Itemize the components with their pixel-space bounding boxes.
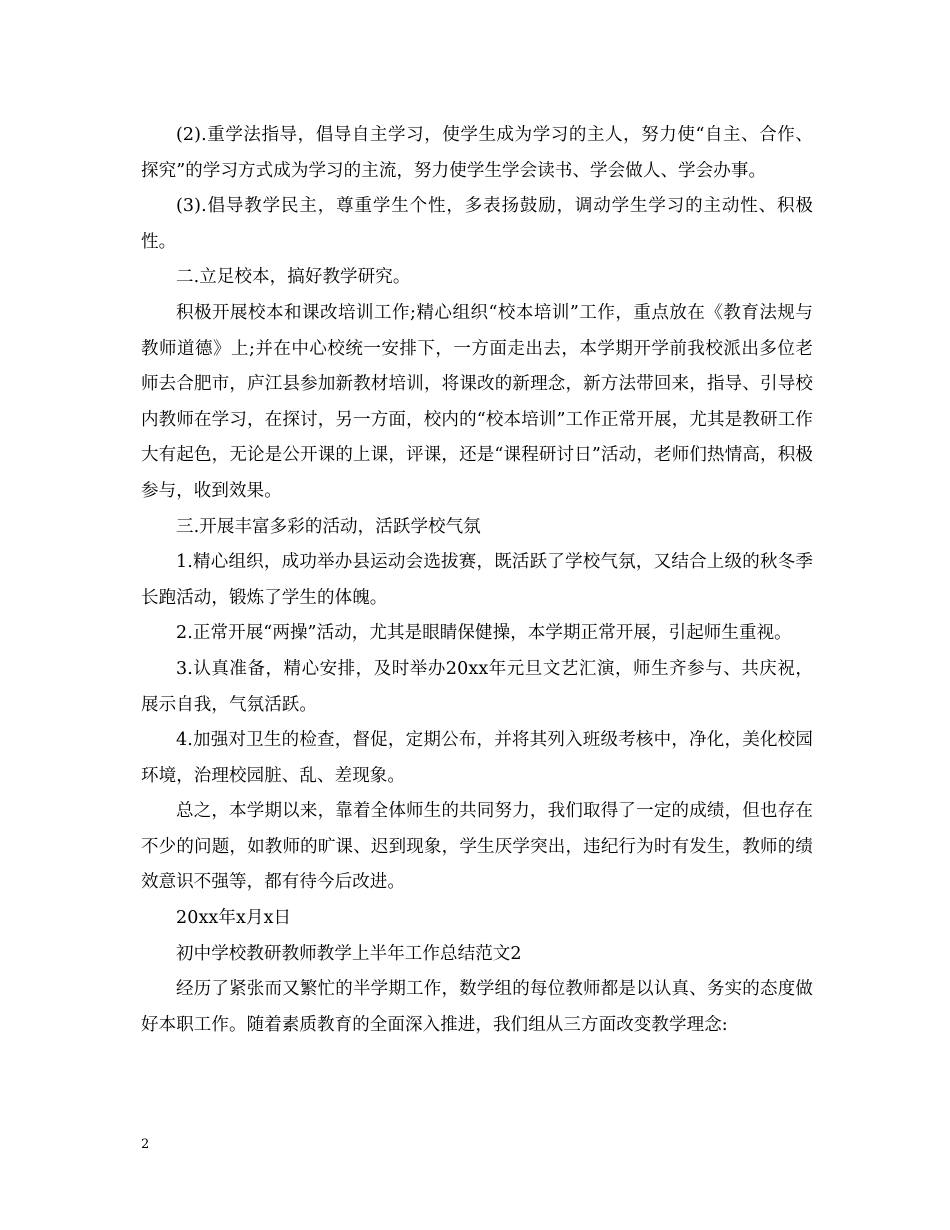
page-number: 2 (141, 1137, 150, 1152)
paragraph-math-group-intro: 经历了紧张而又繁忙的半学期工作，数学组的每位教师都是以认真、务实的态度做好本职工作。随着素质教育的全面深入推进，我们组从三方面改变教学理念: (141, 979, 813, 1035)
paragraph-study-method-guidance: (2).重学法指导，倡导自主学习，使学生成为学习的主人，努力使“自主、合作、探究”的学习方式成为学习的主流，努力使学生学会读书、学会做人、学会办事。 (141, 125, 813, 181)
section-heading-school-research: 二.立足校本，搞好教学研究。 (176, 267, 411, 288)
section-heading-activities: 三.开展丰富多彩的活动，活跃学校气氛 (176, 516, 481, 537)
document-body (141, 118, 813, 1043)
list-item-exercises: 2.正常开展“两操”活动，尤其是眼睛保健操，本学期正常开展，引起师生重视。 (176, 623, 792, 644)
list-item-sports-meet: 1.精心组织，成功举办县运动会选拔赛，既活跃了学校气氛，又结合上级的秋冬季长跑活动，锻炼了学生的体魄。 (141, 552, 813, 608)
list-item-hygiene-check: 4.加强对卫生的检查，督促，定期公布，并将其列入班级考核中，净化，美化校园环境，治理校园脏、乱、差现象。 (141, 730, 813, 786)
date-line: 20xx年x月x日 (176, 908, 292, 929)
paragraph-school-training: 积极开展校本和课改培训工作;精心组织“校本培训”工作，重点放在《教育法规与教师道德》上;并在中心校统一安排下，一方面走出去，本学期开学前我校派出多位老师去合肥市，庐江县参加新教材培训，将课改的新理念，新方法带回来，指导、引导校内教师在学习，在探讨，另一方面，校内的“校本培训”工作正常开展，尤其是教研工作大有起色，无论是公开课的上课，评课，还是“课程研讨日”活动，老师们热情高，积极参与，收到效果。 (141, 302, 813, 501)
paragraph-teaching-democracy: (3).倡导教学民主，尊重学生个性，多表扬鼓励，调动学生学习的主动性、积极性。 (141, 196, 813, 252)
paragraph-summary: 总之，本学期以来，靠着全体师生的共同努力，我们取得了一定的成绩，但也存在不少的问题，如教师的旷课、迟到现象，学生厌学突出，违纪行为时有发生，教师的绩效意识不强等，都有待今后改进。 (141, 801, 813, 893)
article-title-2: 初中学校教研教师教学上半年工作总结范文2 (176, 943, 522, 964)
list-item-new-year-show: 3.认真准备，精心安排，及时举办20xx年元旦文艺汇演，师生齐参与、共庆祝，展示自我，气氛活跃。 (141, 658, 813, 715)
